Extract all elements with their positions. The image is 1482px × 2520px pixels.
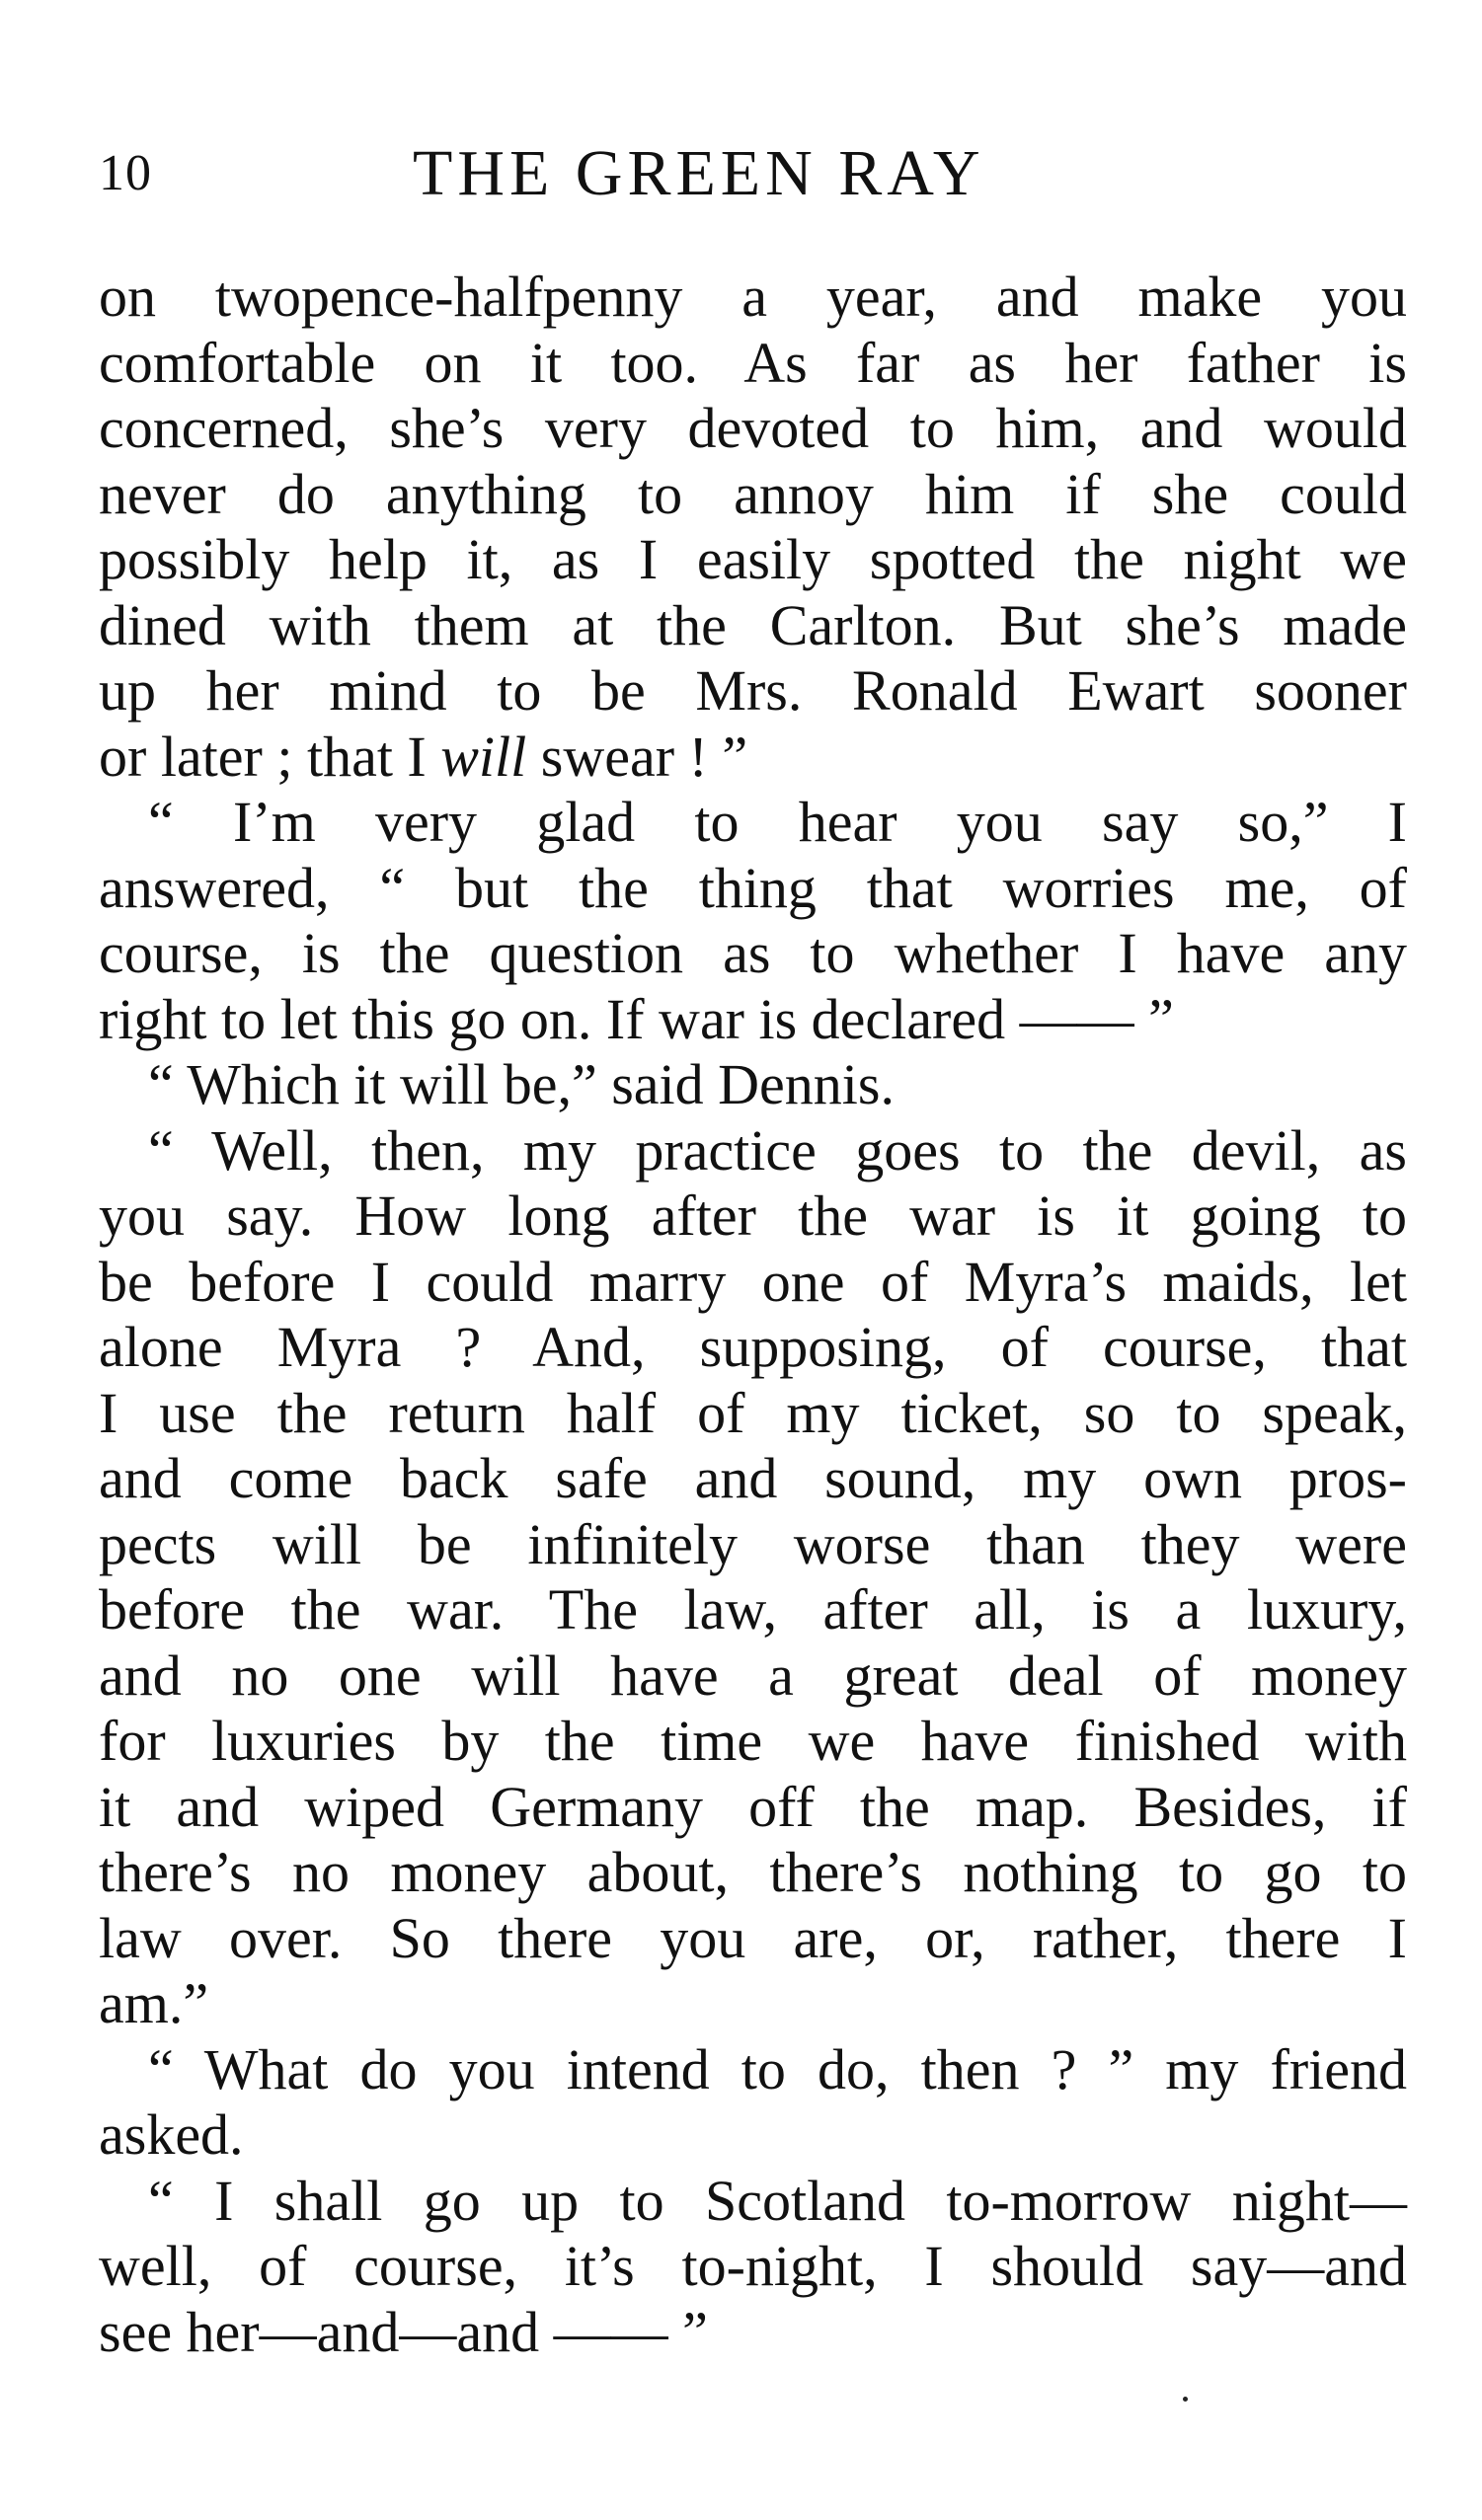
text-line: comfortable on it too. As far as her father is <box>99 330 1407 395</box>
text-line: be before I could marry one of Myra’s maids, let <box>99 1249 1407 1314</box>
text-line: it and wiped Germany off the map. Besides, if <box>99 1774 1407 1839</box>
text-line: right to let this go on. If war is declared —— ” <box>99 986 1174 1051</box>
text-line: before the war. The law, after all, is a luxury, <box>99 1577 1407 1642</box>
running-title: THE GREEN RAY <box>413 137 985 209</box>
text-line: law over. So there you are, or, rather, there I <box>99 1905 1407 1970</box>
page-number: 10 <box>99 145 152 201</box>
text-line: asked. <box>99 2102 244 2167</box>
text-line: see her—and—and —— ” <box>99 2299 708 2364</box>
text-line: course, is the question as to whether I have any <box>99 921 1407 985</box>
text-line: and no one will have a great deal of money <box>99 1642 1407 1708</box>
text-line: “ I’m very glad to hear you say so,” I <box>148 790 1407 854</box>
text-line: there’s no money about, there’s nothing to go to <box>99 1840 1407 1904</box>
text-line: “ Well, then, my practice goes to the devil, as <box>148 1117 1407 1183</box>
text-line: concerned, she’s very devoted to him, and would <box>99 396 1407 460</box>
body-text <box>99 265 1407 2365</box>
ink-speck <box>1183 2397 1188 2402</box>
text-line: on twopence-halfpenny a year, and make you <box>99 265 1407 329</box>
text-line: “ I shall go up to Scotland to-morrow night— <box>148 2168 1407 2233</box>
text-line: “ Which it will be,” said Dennis. <box>148 1052 895 1116</box>
emphasis-text: will <box>440 724 527 789</box>
running-head <box>99 136 1402 209</box>
text-run: swear ! ” <box>526 724 748 789</box>
text-line: alone Myra ? And, supposing, of course, that <box>99 1315 1407 1379</box>
text-line: I use the return half of my ticket, so to speak, <box>99 1380 1407 1445</box>
text-line: for luxuries by the time we have finished with <box>99 1709 1407 1773</box>
text-line: “ What do you intend to do, then ? ” my friend <box>148 2036 1407 2101</box>
text-line <box>99 725 1407 791</box>
text-line: never do anything to annoy him if she could <box>99 461 1407 526</box>
text-line: possibly help it, as I easily spotted the night we <box>99 527 1407 591</box>
text-run: or later ; that I <box>99 724 441 789</box>
text-line: up her mind to be Mrs. Ronald Ewart sooner <box>99 658 1407 723</box>
text-line: you say. How long after the war is it going to <box>99 1184 1407 1248</box>
text-line: answered, “ but the thing that worries me, of <box>99 855 1407 920</box>
text-line: am.” <box>99 1971 209 2035</box>
text-line: dined with them at the Carlton. But she’s made <box>99 592 1407 657</box>
text-line: and come back safe and sound, my own pros- <box>99 1446 1407 1510</box>
text-line: well, of course, it’s to-night, I should say—and <box>99 2234 1407 2298</box>
text-line: pects will be infinitely worse than they were <box>99 1511 1407 1576</box>
